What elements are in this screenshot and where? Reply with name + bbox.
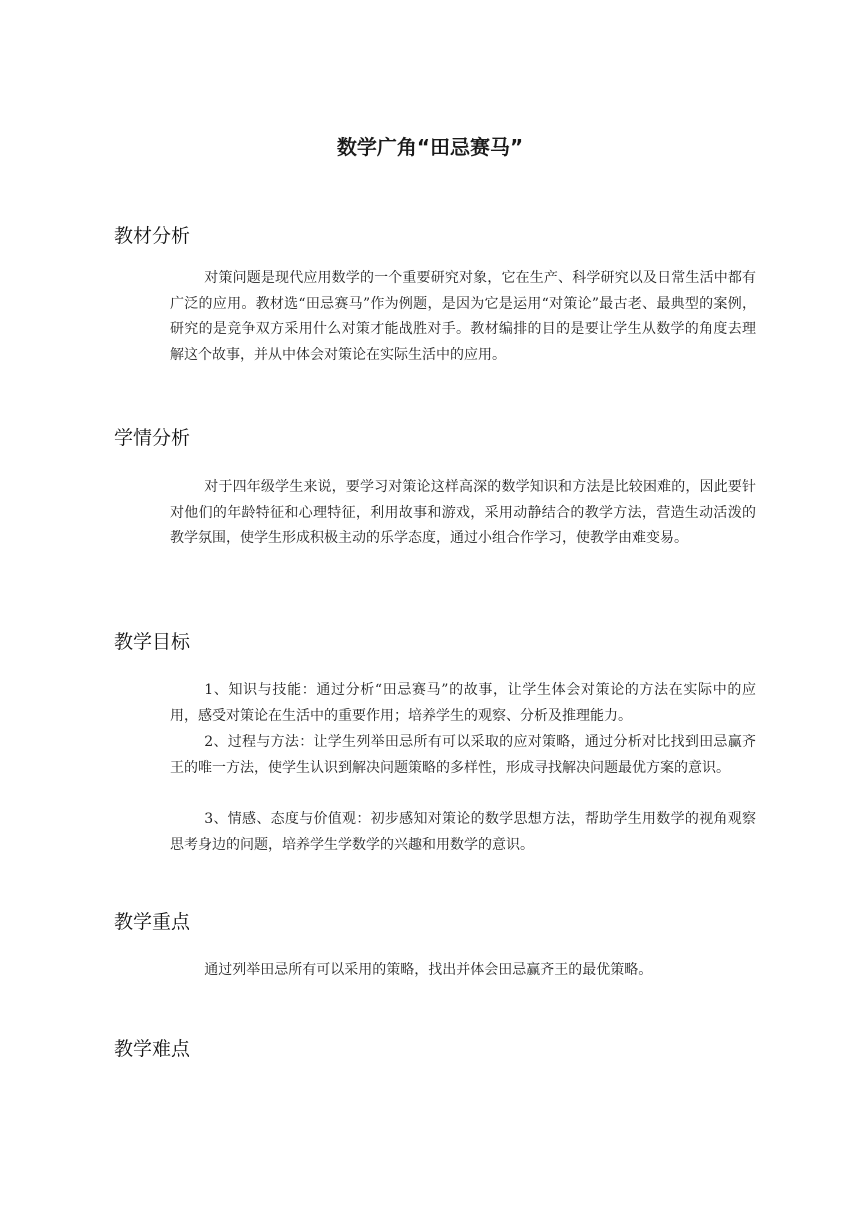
paragraph: 1、知识与技能：通过分析“田忌赛马”的故事，让学生体会对策论的方法在实际中的应用，感受对策论在生活中的重要作用；培养学生的观察、分析及推理能力。 (170, 682, 756, 724)
paragraph: 对于四年级学生来说，要学习对策论这样高深的数学知识和方法是比较困难的，因此要针对他们的年龄特征和心理特征，利用故事和游戏，采用动静结合的教学方法，营造生动活泼的教学氛围，使学生形成积极主动的乐学态度，通过小组合作学习，使教学由难变易。 (170, 479, 756, 546)
paragraph: 通过列举田忌所有可以采用的策略，找出并体会田忌赢齐王的最优策略。 (204, 962, 653, 978)
section-heading-student-analysis: 学情分析 (114, 427, 191, 449)
section-heading-textbook-analysis: 教材分析 (114, 225, 191, 247)
section-heading-difficulties: 教学难点 (114, 1038, 191, 1060)
document-title: 数学广角“田忌赛马” (336, 135, 524, 159)
section-heading-teaching-goals: 教学目标 (114, 631, 191, 653)
paragraph: 3、情感、态度与价值观：初步感知对策论的数学思想方法，帮助学生用数学的视角观察思考身边的问题，培养学生学数学的兴趣和用数学的意识。 (170, 811, 756, 853)
section-heading-key-points: 教学重点 (114, 911, 191, 933)
paragraph: 2、过程与方法：让学生列举田忌所有可以采取的应对策略，通过分析对比找到田忌赢齐王的唯一方法，使学生认识到解决问题策略的多样性，形成寻找解决问题最优方案的意识。 (170, 734, 756, 776)
paragraph: 对策问题是现代应用数学的一个重要研究对象，它在生产、科学研究以及日常生活中都有广泛的应用。教材选“田忌赛马”作为例题，是因为它是运用“对策论”最古老、最典型的案例，研究的是竞争双方采用什么对策才能战胜对手。教材编排的目的是要让学生从数学的角度去理解这个故事，并从中体会对策论在实际生活中的应用。 (170, 270, 756, 363)
